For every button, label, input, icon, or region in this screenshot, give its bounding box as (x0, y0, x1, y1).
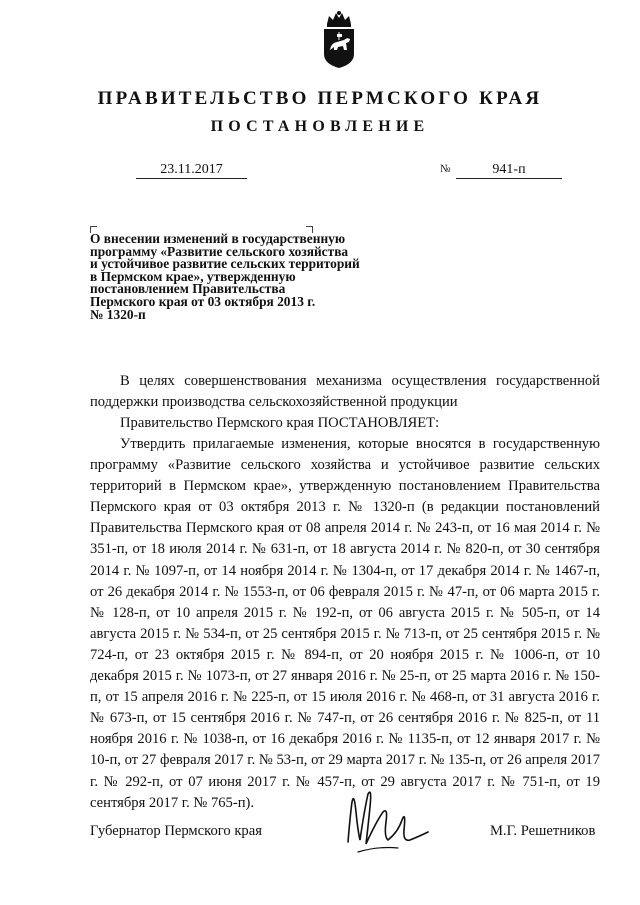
signatory-name: М.Г. Решетников (490, 823, 596, 839)
decision-paragraph: Утвердить прилагаемые изменения, которые вносятся в государственную программу «Развитие сельского хозяйства и устойчивое развитие сельских территорий в Пермском крае», утвержденную постановлением Правительства Пермского края от 03 октября 2013 г. № 1320-п (в редакции постановлений Правительства Пермского края от 08 апреля 2014 г. № 243-п, от 16 мая 2014 г. № 351-п, от 18 июля 2014 г. № 631-п, от 18 августа 2014 г. № 820-п, от 30 сентября 2014 г. № 1097-п, от 14 ноября 2014 г. № 1304-п, от 17 декабря 2014 г. № 1467-п, от 26 декабря 2014 г. № 1553-п, от 06 февраля 2015 г. № 47-п, от 06 марта 2015 г. № 128-п, от 10 апреля 2015 г. № 192-п, от 06 августа 2015 г. № 505-п, от 14 августа 2015 г. № 534-п, от 25 сентября 2015 г. № 713-п, от 25 сентября 2015 г. № 724-п, от 23 октября 2015 г. № 894-п, от 20 ноября 2015 г. № 1006-п, от 10 декабря 2015 г. № 1073-п, от 27 января 2016 г. № 25-п, от 25 марта 2016 г. № 150-п, от 15 апреля 2016 г. № 225-п, от 15 июля 2016 г. № 468-п, от 31 августа 2016 г. № 673-п, от 15 сентября 2016 г. № 747-п, от 26 сентября 2016 г. № 825-п, от 11 ноября 2016 г. № 1038-п, от 16 декабря 2016 г. № 1135-п, от 12 января 2017 г. № 10-п, от 27 февраля 2017 г. № 53-п, от 29 марта 2017 г. № 135-п, от 26 апреля 2017 г. № 292-п, от 07 июня 2017 г. № 457-п, от 29 августа 2017 г. № 751-п, от 19 сентября 2017 г. № 765-п). (90, 436, 600, 811)
subject-line: Пермского края от 03 октября 2013 г. (90, 293, 316, 309)
document-number: 941-п (456, 161, 562, 179)
handwritten-signature-icon (328, 782, 438, 862)
document-subject (90, 233, 410, 321)
government-name: ПРАВИТЕЛЬСТВО ПЕРМСКОГО КРАЯ (97, 88, 543, 109)
signatory-role: Губернатор Пермского края (90, 823, 262, 839)
preamble-paragraph: В целях совершенствования механизма осуществления государственной поддержки производства сельскохозяйственной продукции (90, 373, 600, 411)
subject-line: программу «Развитие сельского хозяйства (90, 243, 349, 259)
subject-line: и устойчивое развитие сельских территорий (90, 256, 360, 272)
number-sign: № (440, 163, 451, 175)
document-date: 23.11.2017 (136, 161, 247, 179)
document-type: ПОСТАНОВЛЕНИЕ (210, 118, 430, 135)
subject-line: О внесении изменений в государственную (90, 231, 346, 246)
subject-line: № 1320-п (90, 306, 146, 322)
resolution-clause: Правительство Пермского края ПОСТАНОВЛЯЕТ: (120, 415, 440, 431)
subject-line: постановлением Правительства (90, 281, 286, 297)
subject-line: в Пермском крае», утвержденную (90, 268, 296, 284)
perm-krai-coat-of-arms-icon (319, 10, 359, 70)
